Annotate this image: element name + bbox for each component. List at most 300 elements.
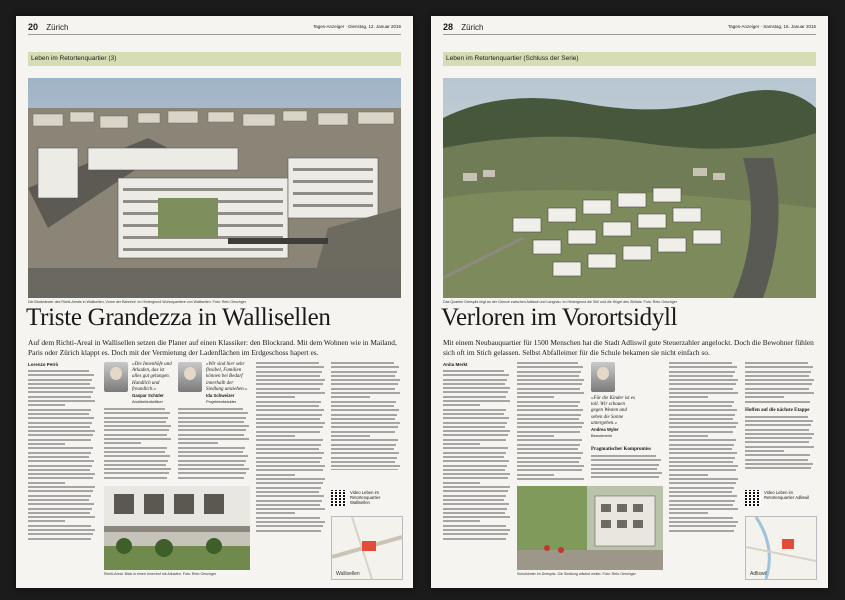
main-photo	[443, 78, 816, 298]
text-line	[443, 447, 508, 449]
text-line	[104, 425, 171, 427]
text-line	[256, 457, 322, 459]
text-line	[256, 448, 319, 450]
text-line	[28, 404, 65, 406]
text-line	[256, 409, 324, 411]
text-line	[443, 456, 504, 458]
text-line	[443, 529, 510, 531]
text-line	[331, 383, 398, 385]
text-line	[331, 465, 400, 467]
text-line	[443, 370, 504, 372]
text-line	[517, 431, 580, 433]
text-line	[745, 416, 808, 418]
text-line	[178, 417, 246, 419]
text-column	[669, 362, 739, 580]
text-line	[517, 469, 582, 471]
text-line	[256, 444, 321, 446]
text-line	[669, 487, 734, 489]
text-line	[745, 459, 808, 461]
text-line	[28, 508, 92, 510]
text-line	[256, 379, 325, 381]
text-line	[256, 426, 323, 428]
text-line	[28, 456, 89, 458]
text-line	[104, 477, 167, 479]
text-line	[256, 401, 321, 403]
courtyard-photo	[104, 486, 250, 570]
text-line	[669, 418, 733, 420]
text-line	[331, 431, 395, 433]
text-column	[104, 408, 172, 480]
aerial-suburb-photo	[443, 78, 816, 298]
text-column	[443, 362, 511, 580]
text-line	[331, 418, 395, 420]
text-line	[28, 486, 95, 488]
text-line	[104, 472, 169, 474]
text-line	[28, 499, 89, 501]
quote-name: Gaspar Schüler	[132, 393, 164, 399]
text-line	[517, 388, 580, 390]
text-line	[443, 495, 506, 497]
text-line	[28, 379, 92, 381]
text-line	[28, 495, 91, 497]
text-line	[669, 392, 738, 394]
text-line	[331, 405, 394, 407]
series-label: Leben im Retortenquartier (Schluss der Serie)	[443, 52, 816, 66]
text-line	[591, 459, 661, 461]
text-line	[178, 464, 244, 466]
text-line	[591, 455, 656, 457]
text-line	[669, 409, 737, 411]
text-line	[443, 465, 507, 467]
text-line	[104, 460, 168, 462]
text-line	[256, 366, 324, 368]
text-line	[331, 439, 398, 441]
text-line	[331, 452, 399, 454]
text-line	[745, 454, 810, 456]
text-line	[669, 426, 736, 428]
text-line	[669, 435, 708, 437]
text-line	[28, 529, 95, 531]
text-line	[669, 452, 737, 454]
pull-quote	[206, 362, 248, 405]
page-header	[28, 22, 401, 35]
text-line	[28, 477, 93, 479]
text-line	[256, 383, 323, 385]
text-line	[669, 461, 733, 463]
text-line	[443, 374, 509, 376]
text-line	[104, 442, 141, 444]
text-line	[443, 460, 509, 462]
headline: Verloren im Vorortsidyll	[441, 304, 678, 331]
text-line	[256, 512, 295, 514]
quote-text: «Die Innenhöfe und Arkaden, das ist alles gut gelungen. Handlich und freundlich.»	[132, 362, 172, 392]
text-line	[517, 474, 554, 476]
text-line	[517, 452, 583, 454]
text-line	[331, 444, 396, 446]
text-line	[443, 430, 510, 432]
text-line	[178, 460, 246, 462]
text-line	[745, 366, 813, 368]
text-line	[517, 362, 578, 364]
text-line	[443, 452, 506, 454]
quote-role: Architekturkritiker	[132, 399, 163, 405]
page-number: 20	[28, 22, 39, 32]
text-line	[104, 438, 171, 440]
text-line	[517, 396, 554, 398]
text-line	[443, 396, 506, 398]
qr-code-icon	[745, 490, 761, 506]
text-line	[256, 500, 322, 502]
main-photo	[28, 78, 401, 298]
text-line	[256, 474, 295, 476]
text-line	[517, 366, 583, 368]
photo-caption: Die Blockränder des Richti-Areals in Wallisellen, Vorne der Bahnhof. Im Hintergrund Wohnquartiere von Wallisellen. Foto: Reto Oeschger	[28, 300, 246, 304]
text-line	[745, 467, 811, 469]
text-line	[28, 413, 89, 415]
text-line	[178, 472, 246, 474]
text-line	[669, 422, 738, 424]
text-line	[256, 418, 320, 420]
text-line	[669, 405, 732, 407]
text-line	[745, 383, 812, 385]
text-line	[331, 362, 394, 364]
text-line	[443, 469, 505, 471]
text-line	[443, 443, 480, 445]
text-line	[28, 374, 94, 376]
text-line	[669, 469, 736, 471]
text-line	[178, 429, 246, 431]
text-line	[28, 512, 90, 514]
text-line	[28, 525, 91, 527]
section-name: Zürich	[46, 23, 69, 32]
text-line	[443, 503, 509, 505]
text-line	[256, 362, 319, 364]
qr-label: Video Leben im Retortenquartier Adliswil	[764, 490, 810, 500]
text-column	[331, 362, 401, 470]
text-line	[745, 463, 813, 465]
text-line	[443, 379, 507, 381]
text-line	[745, 441, 809, 443]
text-line	[28, 383, 90, 385]
text-line	[443, 520, 480, 522]
text-line	[669, 504, 733, 506]
text-line	[669, 383, 736, 385]
text-line	[256, 452, 324, 454]
text-line	[331, 401, 396, 403]
text-line	[669, 474, 708, 476]
text-line	[28, 516, 95, 518]
text-line	[28, 533, 93, 535]
video-qr-box[interactable]	[331, 490, 401, 506]
text-line	[331, 379, 400, 381]
text-line	[28, 520, 65, 522]
text-line	[745, 429, 809, 431]
newspaper-page-right	[431, 16, 828, 588]
text-line	[443, 482, 480, 484]
text-line	[331, 375, 395, 377]
text-line	[517, 414, 581, 416]
text-line	[669, 439, 736, 441]
text-line	[178, 468, 249, 470]
text-line	[104, 451, 165, 453]
text-line	[256, 521, 325, 523]
small-photo-caption: Schulkinder im Dreispitz. Die Siedlung wächst weiter. Foto: Reto Oeschger	[517, 572, 636, 576]
text-line	[104, 417, 168, 419]
text-line	[28, 503, 94, 505]
text-line	[591, 468, 657, 470]
text-line	[443, 409, 506, 411]
page-header	[443, 22, 816, 35]
text-line	[331, 469, 398, 470]
text-line	[517, 457, 581, 459]
aerial-city-photo	[28, 78, 401, 298]
text-line	[443, 404, 480, 406]
text-line	[745, 392, 814, 394]
text-line	[331, 435, 370, 437]
text-line	[256, 482, 323, 484]
text-line	[443, 383, 505, 385]
text-line	[104, 421, 166, 423]
text-line	[28, 465, 92, 467]
qr-code-icon	[331, 490, 347, 506]
text-line	[256, 461, 320, 463]
text-line	[331, 448, 394, 450]
text-line	[331, 422, 400, 424]
article-body	[443, 362, 816, 580]
text-line	[517, 405, 578, 407]
text-line	[28, 469, 90, 471]
text-line	[669, 482, 736, 484]
text-line	[28, 473, 95, 475]
text-line	[443, 413, 504, 415]
text-line	[178, 434, 244, 436]
quote-text: «Wir sind hier sehr flexibel, Familien können bei Bedarf innerhalb der Siedlung umziehen.»	[206, 362, 248, 392]
text-line	[745, 437, 812, 439]
text-line	[104, 408, 165, 410]
location-map	[331, 516, 403, 580]
text-line	[256, 396, 295, 398]
text-line	[517, 418, 579, 420]
portrait-photo	[178, 362, 202, 392]
text-line	[591, 472, 662, 474]
text-line	[443, 499, 504, 501]
text-line	[517, 379, 584, 381]
small-photo-caption: Richti-Areal. Blick in einen Innenhof mit Arkaden. Foto: Reto Oeschger	[104, 572, 217, 576]
text-line	[256, 525, 323, 527]
text-line	[256, 478, 325, 480]
text-line	[443, 439, 506, 441]
text-line	[517, 426, 582, 428]
text-line	[669, 530, 734, 532]
text-line	[669, 379, 738, 381]
text-line	[669, 366, 737, 368]
text-line	[256, 530, 321, 532]
text-line	[28, 426, 90, 428]
pull-quote	[132, 362, 174, 405]
text-line	[256, 487, 321, 489]
text-line	[745, 375, 809, 377]
text-line	[745, 450, 784, 452]
text-line	[669, 431, 733, 433]
text-line	[256, 517, 320, 519]
subheading: Pragmatischer Kompromiss	[591, 447, 651, 452]
text-line	[443, 486, 510, 488]
text-line	[443, 490, 508, 492]
text-line	[745, 424, 811, 426]
text-line	[669, 512, 708, 514]
text-line	[517, 448, 578, 450]
text-column	[256, 362, 326, 580]
text-line	[178, 477, 244, 479]
text-line	[256, 414, 322, 416]
text-line	[256, 431, 320, 433]
text-line	[28, 482, 65, 484]
text-line	[28, 538, 91, 540]
text-line	[517, 439, 582, 441]
text-line	[256, 388, 320, 390]
text-line	[104, 434, 167, 436]
text-line	[28, 460, 94, 462]
text-line	[256, 508, 325, 510]
text-line	[517, 409, 583, 411]
text-line	[256, 375, 320, 377]
schoolkids-photo	[517, 486, 663, 570]
text-line	[28, 417, 94, 419]
text-line	[745, 379, 814, 381]
text-line	[745, 420, 813, 422]
text-line	[669, 517, 733, 519]
map-label: Adliswil	[750, 571, 767, 577]
text-line	[104, 455, 170, 457]
text-line	[178, 451, 243, 453]
text-line	[517, 444, 580, 446]
text-line	[104, 464, 166, 466]
text-line	[443, 426, 505, 428]
text-line	[178, 447, 245, 449]
text-line	[745, 433, 814, 435]
text-line	[28, 443, 65, 445]
text-line	[669, 401, 734, 403]
text-line	[669, 375, 733, 377]
text-line	[669, 495, 737, 497]
text-line	[256, 405, 319, 407]
text-line	[669, 362, 732, 364]
text-line	[256, 469, 323, 471]
text-line	[331, 371, 397, 373]
newspaper-page-left	[16, 16, 413, 588]
text-column	[178, 408, 250, 480]
text-line	[28, 430, 95, 432]
text-line	[443, 417, 509, 419]
map-label: Wallisellen	[336, 571, 360, 577]
text-line	[178, 412, 248, 414]
text-line	[28, 396, 91, 398]
text-line	[331, 366, 399, 368]
text-line	[178, 438, 249, 440]
text-line	[331, 392, 400, 394]
page-number: 28	[443, 22, 454, 32]
text-line	[28, 452, 91, 454]
text-line	[517, 401, 580, 403]
text-line	[669, 478, 738, 480]
text-line	[28, 490, 93, 492]
text-line	[669, 508, 738, 510]
text-line	[517, 371, 581, 373]
text-line	[443, 434, 508, 436]
text-line	[256, 504, 320, 506]
text-line	[443, 391, 508, 393]
text-line	[745, 401, 810, 403]
text-line	[331, 457, 397, 459]
text-line	[256, 371, 322, 373]
author-byline: Anita Merkt	[443, 362, 468, 367]
text-line	[331, 396, 370, 398]
text-column	[517, 362, 585, 480]
text-line	[104, 447, 167, 449]
text-line	[443, 400, 510, 402]
text-line	[331, 461, 395, 463]
text-line	[591, 476, 659, 478]
text-line	[669, 444, 734, 446]
text-line	[669, 491, 732, 493]
text-line	[669, 525, 736, 527]
portrait-photo	[104, 362, 128, 392]
author-byline: Lorenzo Petrò	[28, 362, 59, 367]
text-line	[745, 371, 811, 373]
text-line	[443, 387, 510, 389]
text-line	[331, 414, 397, 416]
text-line	[517, 375, 579, 377]
text-line	[669, 448, 732, 450]
text-line	[256, 495, 324, 497]
text-column	[28, 362, 96, 580]
text-line	[28, 391, 93, 393]
text-line	[669, 414, 735, 416]
text-line	[178, 455, 248, 457]
photo-caption: Das Quartier Dreispitz liegt an der Grenze zwischen Adliswil und Langnau. Im Hintergrund die Sihl und die Hügel des Sihltals. Foto: Reto Oeschger	[443, 300, 677, 304]
text-line	[669, 457, 735, 459]
text-line	[104, 429, 169, 431]
portrait-photo	[591, 362, 615, 392]
article-body	[28, 362, 401, 580]
lead-paragraph: Mit einem Neubauquartier für 1500 Menschen hat die Stadt Adliswil gute Steuerzahler angelockt. Doch die Bewohner fühlen sich oft im Stich gelassen. Selbst Abfalleimer für die Schule bekamen sie nicht einfach so.	[443, 338, 814, 357]
text-line	[178, 425, 249, 427]
text-line	[256, 392, 325, 394]
text-line	[28, 400, 95, 402]
quote-role: Bewohnerin	[591, 433, 613, 439]
masthead: Tages-Anzeiger · Samstag, 16. Januar 2016	[727, 24, 816, 29]
text-line	[28, 387, 95, 389]
video-qr-box[interactable]	[745, 490, 815, 506]
text-line	[669, 465, 738, 467]
text-line	[745, 362, 808, 364]
text-line	[256, 491, 319, 493]
text-line	[178, 442, 218, 444]
text-line	[517, 392, 584, 394]
subheading: Hoffen auf die nächste Etappe	[745, 407, 810, 413]
text-line	[669, 388, 733, 390]
text-line	[28, 370, 89, 372]
text-line	[256, 435, 295, 437]
masthead: Tages-Anzeiger · Dienstag, 12. Januar 2016	[312, 24, 401, 29]
text-line	[104, 412, 170, 414]
quote-text: «Für die Kinder ist es toll. Wir schauen gegen Westen und sehen die Sonne untergehen.»	[591, 396, 635, 426]
text-line	[669, 500, 735, 502]
text-line	[745, 388, 809, 390]
text-line	[517, 465, 584, 467]
text-line	[443, 473, 510, 475]
text-line	[517, 422, 584, 424]
